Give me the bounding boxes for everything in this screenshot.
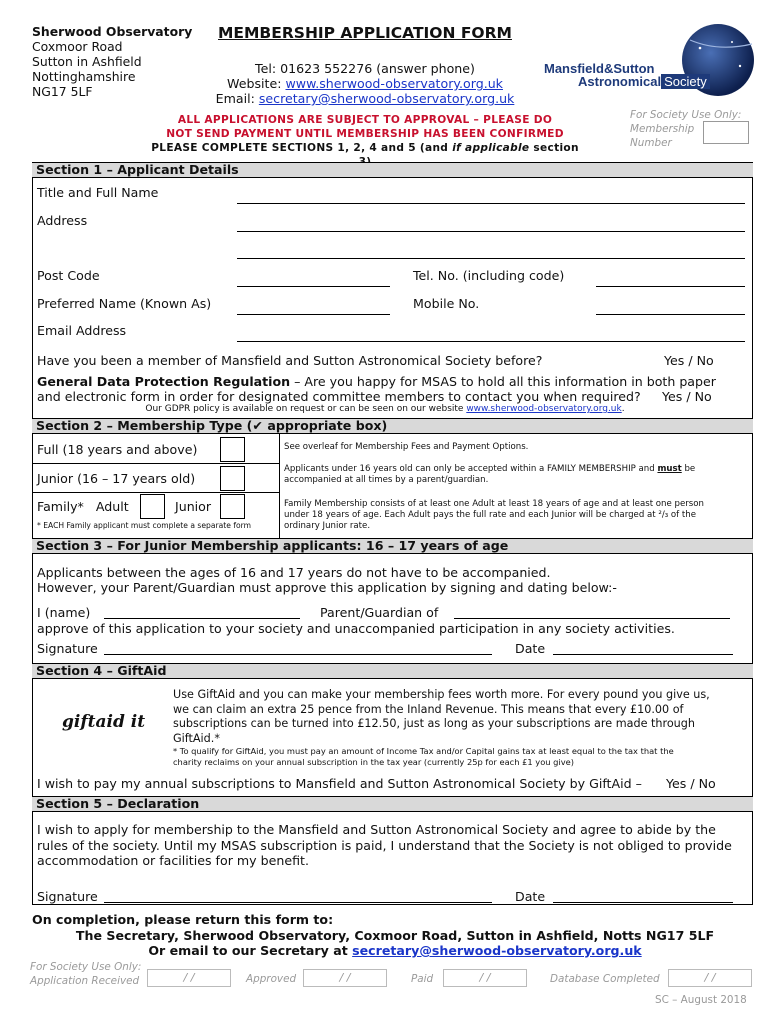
gdpr-policy-note [0, 404, 770, 414]
website-link[interactable]: www.sherwood-observatory.org.uk [285, 76, 503, 91]
preferred-name-field[interactable] [237, 314, 390, 315]
giftaid-line: we can claim an extra 25 pence from the Inland Revenue. This means that every £10.00 of [173, 702, 684, 716]
section-3-date-field[interactable] [553, 654, 733, 655]
email-label: Email: [215, 91, 255, 106]
gdpr-question-line-1 [37, 374, 716, 389]
section-5-date-label: Date [515, 889, 546, 904]
section-5-signature-field[interactable] [104, 902, 492, 903]
family-label [37, 499, 129, 514]
junior-membership-label: Junior (16 – 17 years old) [37, 471, 196, 486]
family-adult-checkbox[interactable] [140, 494, 165, 519]
section-5-date-field[interactable] [553, 902, 733, 903]
member-before-question: Have you been a member of Mansfield and Sutton Astronomical Society before? [37, 353, 543, 368]
secretary-email-link[interactable]: secretary@sherwood-observatory.org.uk [352, 943, 642, 958]
footnote-line: charity reclaims on your annual subscription in the tax year (currently 25p for each £1 you give) [173, 757, 575, 767]
or-email-text: Or email to our Secretary at [148, 943, 353, 958]
completion-note: On completion, please return this form to: [32, 912, 334, 927]
title-name-field[interactable] [237, 203, 745, 204]
family-note: * EACH Family applicant must complete a separate form [37, 521, 252, 530]
observatory-address [32, 24, 192, 99]
form-title: MEMBERSHIP APPLICATION FORM [218, 24, 512, 42]
i-name-label: I (name) [37, 605, 91, 620]
membership-number-box[interactable] [703, 121, 749, 144]
fees-note: See overleaf for Membership Fees and Payment Options. [284, 442, 529, 452]
full-membership-checkbox[interactable] [220, 437, 245, 462]
notice-italic: if applicable [452, 142, 530, 154]
note-text: Family Membership consists of at least one Adult at least 18 years of age and at least one person [284, 499, 704, 509]
address-field-2[interactable] [237, 258, 745, 259]
section-3-signature-field[interactable] [104, 654, 492, 655]
mobile-label: Mobile No. [413, 296, 480, 311]
return-email-row [0, 943, 770, 958]
giftaid-text [173, 688, 710, 746]
parent-of-field[interactable] [454, 618, 730, 619]
giftaid-logo: giftaid it [62, 712, 146, 732]
application-received-label: Application Received [30, 975, 140, 987]
giftaid-wish: I wish to pay my annual subscriptions to Mansfield and Sutton Astronomical Society by GiftAid – [37, 776, 642, 791]
note-text: under 18 years of age. Each Adult pays the full rate and each Junior will be charged at ²/₃ of the [284, 510, 697, 520]
logo-line-1: Mansfield&Sutton [544, 61, 655, 76]
giftaid-line: GiftAid.* [173, 731, 220, 745]
address-line: Sutton in Ashfield [32, 54, 142, 69]
gdpr-yes-no[interactable]: Yes / No [662, 389, 712, 404]
declaration-line: rules of the society. Until my MSAS subscription is paid, I understand that the Society is not obliged to provide [37, 837, 732, 853]
org-name: Sherwood Observatory [32, 24, 193, 39]
note-text: ordinary Junior rate. [284, 521, 371, 531]
note-must: must [657, 464, 682, 474]
gdpr-text: – Are you happy for MSAS to hold all this information in both paper [290, 374, 716, 389]
section-1-heading: Section 1 – Applicant Details [32, 162, 753, 178]
policy-text: . [621, 404, 625, 414]
return-address: The Secretary, Sherwood Observatory, Coxmoor Road, Sutton in Ashfield, Notts NG17 5LF [75, 928, 715, 943]
parent-of-label: Parent/Guardian of [320, 605, 439, 620]
policy-link[interactable]: www.sherwood-observatory.org.uk [466, 404, 622, 414]
email-row [196, 91, 534, 106]
under-16-note [284, 464, 695, 486]
section-5-heading: Section 5 – Declaration [32, 796, 753, 812]
form-version: SC – August 2018 [655, 994, 747, 1006]
notice-text: section [533, 142, 579, 154]
declaration-line: accommodation or facilities for my benefit. [37, 853, 309, 868]
family-junior-label: Junior [175, 499, 212, 514]
section-2-divider [279, 434, 280, 538]
address-line: Coxmoor Road [32, 39, 123, 54]
tel-field[interactable] [596, 286, 745, 287]
email-link[interactable]: secretary@sherwood-observatory.org.uk [258, 91, 515, 106]
contact-details [196, 61, 534, 106]
use-only-label: For Society Use Only: [30, 961, 142, 973]
giftaid-yes-no[interactable]: Yes / No [666, 776, 716, 791]
database-completed-label: Database Completed [550, 973, 660, 985]
society-logo [540, 22, 754, 102]
giftaid-line: Use GiftAid and you can make your membership fees worth more. For every pound you give us, [173, 688, 710, 701]
tick-icon: ✔ [252, 418, 263, 433]
telephone: Tel: 01623 552276 (answer phone) [255, 61, 475, 76]
logo-line-2 [578, 74, 710, 89]
notice-line-1: ALL APPLICATIONS ARE SUBJECT TO APPROVAL – PLEASE DO [177, 114, 553, 126]
gdpr-question-line-2: and electronic form in order for designated committee members to contact you when required? [37, 389, 641, 404]
logo-word-society: Society [661, 74, 710, 89]
declaration-line: I wish to apply for membership to the Mansfield and Sutton Astronomical Society and agree to abide by the [37, 822, 716, 837]
approved-date[interactable]: / / [303, 969, 387, 987]
row-divider [32, 463, 279, 464]
society-use-footer [30, 960, 141, 988]
post-code-label: Post Code [37, 268, 100, 283]
adult-text: Adult [95, 499, 129, 514]
note-text: be [681, 464, 696, 474]
declaration-text [37, 822, 732, 869]
tel-label: Tel. No. (including code) [413, 268, 565, 283]
website-row [196, 76, 534, 91]
family-junior-checkbox[interactable] [220, 494, 245, 519]
section-3-signature-label: Signature [37, 641, 98, 656]
society-use-title: For Society Use Only: [630, 109, 742, 121]
address-line: Nottinghamshire [32, 69, 136, 84]
preferred-name-label: Preferred Name (Known As) [37, 296, 212, 311]
address-line: NG17 5LF [32, 84, 93, 99]
paid-label: Paid [411, 973, 434, 985]
gdpr-title: General Data Protection Regulation [37, 374, 291, 389]
approved-label: Approved [246, 973, 297, 985]
junior-membership-checkbox[interactable] [220, 466, 245, 491]
family-text: Family* [37, 499, 84, 514]
section-2-heading [32, 418, 753, 434]
full-membership-label: Full (18 years and above) [37, 442, 198, 457]
logo-word-astronomical: Astronomical [578, 74, 662, 89]
paid-date[interactable]: / / [443, 969, 527, 987]
post-code-field[interactable] [237, 286, 390, 287]
member-before-yes-no[interactable]: Yes / No [664, 353, 714, 368]
section-3-heading: Section 3 – For Junior Membership applicants: 16 – 17 years of age [32, 538, 753, 554]
number-label: Number [630, 137, 672, 149]
email-field[interactable] [237, 341, 745, 342]
title-name-label: Title and Full Name [37, 185, 159, 200]
section-5-signature-label: Signature [37, 889, 98, 904]
mobile-field[interactable] [596, 314, 745, 315]
section-3-text-1: Applicants between the ages of 16 and 17 years do not have to be accompanied. [37, 565, 551, 580]
database-completed-date[interactable]: / / [668, 969, 752, 987]
membership-label: Membership [630, 123, 695, 135]
approve-text: approve of this application to your society and unaccompanied participation in any society activities. [37, 621, 675, 636]
form-frame [32, 162, 753, 905]
note-text: accompanied at all times by a parent/guardian. [284, 475, 489, 485]
policy-text: Our GDPR policy is available on request or can be seen on our website [145, 404, 467, 414]
giftaid-line: subscriptions can be turned into £12.50, just as long as your subscriptions are made through [173, 717, 695, 730]
row-divider [32, 492, 279, 493]
address-field-1[interactable] [237, 231, 745, 232]
section-4-heading: Section 4 – GiftAid [32, 663, 753, 679]
section-3-date-label: Date [515, 641, 546, 656]
note-text: Applicants under 16 years old can only be accepted within a FAMILY MEMBERSHIP and [284, 464, 658, 474]
application-received-date[interactable]: / / [147, 969, 231, 987]
i-name-field[interactable] [104, 618, 300, 619]
email-label-field: Email Address [37, 323, 127, 338]
giftaid-footnote [173, 746, 674, 768]
footnote-line: * To qualify for GiftAid, you must pay an amount of Income Tax and/or Capital gains tax at least equal to the tax that the [173, 746, 674, 756]
section-3-text-2: However, your Parent/Guardian must approve this application by signing and dating below:- [37, 580, 617, 595]
approval-notice [150, 113, 580, 169]
notice-text: PLEASE COMPLETE SECTIONS 1, 2, 4 and 5 (and [151, 142, 453, 154]
website-label: Website: [227, 76, 282, 91]
family-membership-note [284, 499, 704, 532]
address-label: Address [37, 213, 88, 228]
notice-line-2: NOT SEND PAYMENT UNTIL MEMBERSHIP HAS BEEN CONFIRMED [166, 128, 564, 140]
section-2-text: appropriate box) [262, 418, 388, 433]
section-2-text: Section 2 – Membership Type ( [36, 418, 253, 433]
